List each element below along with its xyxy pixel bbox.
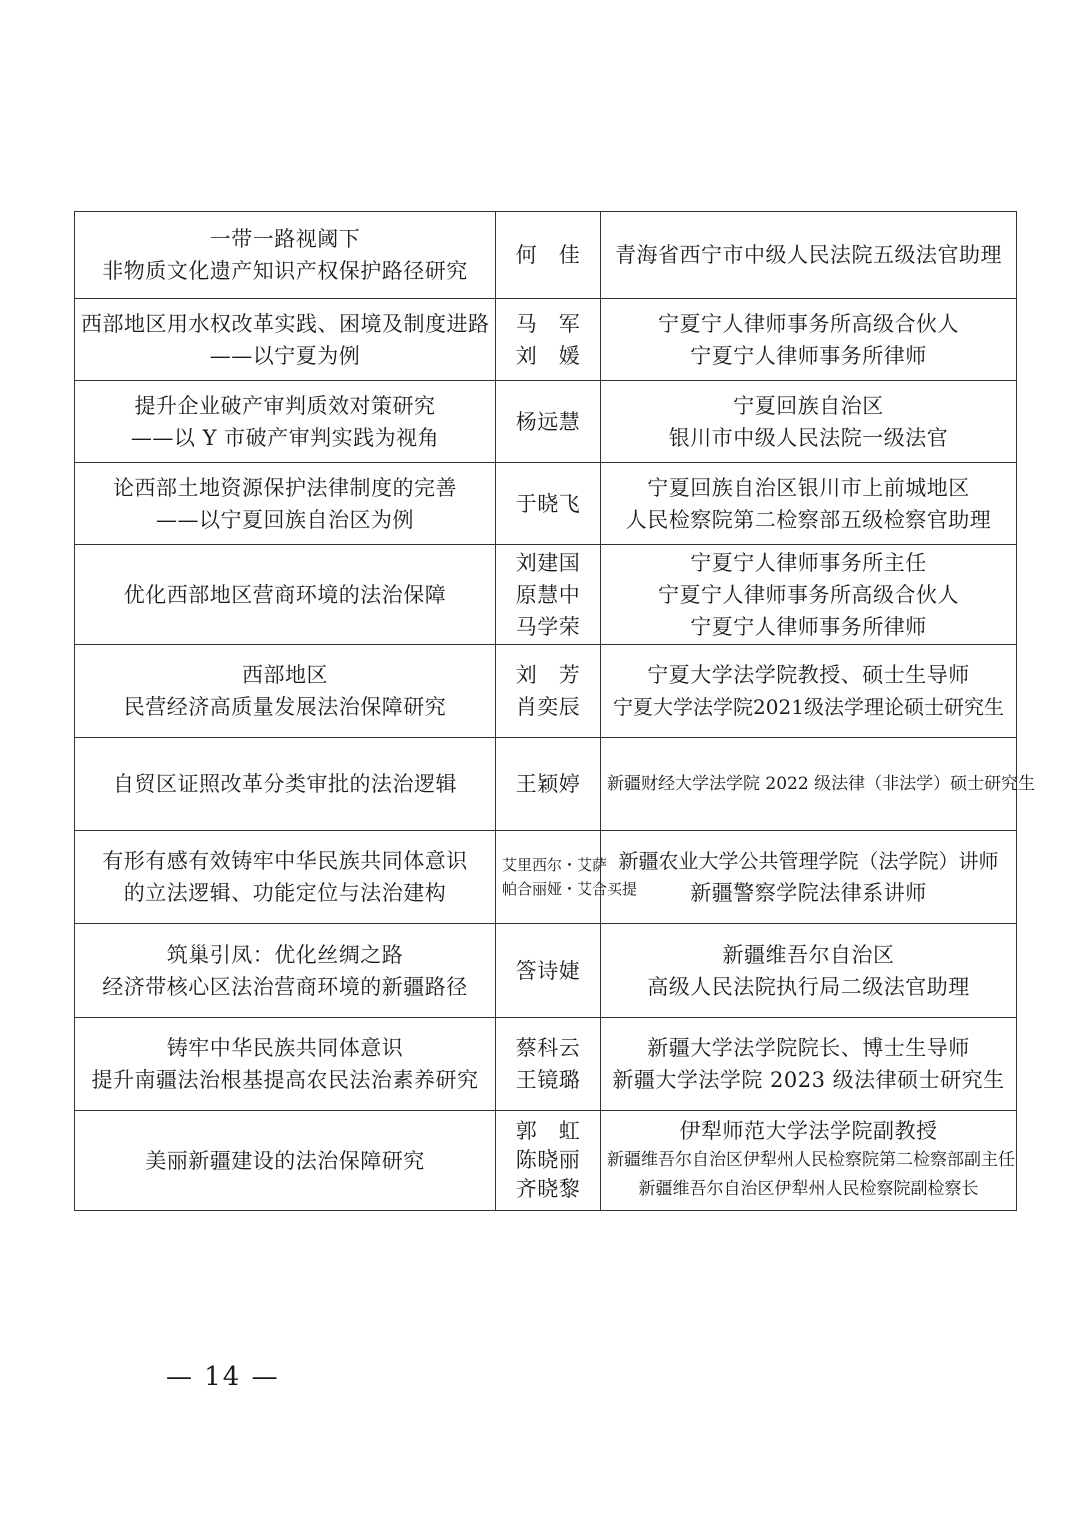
paper-title-cell [75, 212, 496, 299]
paper-title-line: 铸牢中华民族共同体意识 [166, 1036, 404, 1060]
author-name: 马学荣 [515, 614, 581, 639]
paper-title-line: 有形有感有效铸牢中华民族共同体意识 [102, 849, 468, 873]
table-row [75, 1111, 1017, 1211]
author-name: 刘建国 [515, 550, 581, 575]
author-name: 杨远慧 [515, 409, 581, 434]
author-name: 蔡科云 [515, 1036, 581, 1060]
author-cell [496, 299, 601, 381]
affiliation-line: 新疆维吾尔自治区 [722, 942, 895, 967]
paper-title-line: 西部地区 [242, 663, 328, 687]
affiliation-line: 新疆大学法学院院长、博士生导师 [647, 1036, 970, 1060]
affiliation-line: 新疆维吾尔自治区伊犁州人民检察院副检察长 [638, 1179, 979, 1199]
author-name: 齐晓黎 [515, 1177, 581, 1201]
affiliation-line: 银川市中级人民法院一级法官 [668, 425, 949, 450]
author-cell [496, 1018, 601, 1111]
author-name: 原慧中 [515, 582, 581, 607]
affiliation-cell [601, 831, 1017, 924]
author-name: 王镜璐 [515, 1068, 581, 1092]
paper-title-cell [75, 463, 496, 545]
affiliation-cell [601, 545, 1017, 645]
paper-title-cell [75, 1018, 496, 1111]
paper-title-line: ——以宁夏回族自治区为例 [156, 507, 414, 532]
table-row [75, 545, 1017, 645]
affiliation-line: 宁夏大学法学院2021级法学理论硕士研究生 [613, 695, 1004, 719]
paper-title-line: 优化西部地区营商环境的法治保障 [123, 582, 447, 607]
affiliation-line: 宁夏宁人律师事务所主任 [690, 550, 927, 575]
affiliation-line: 新疆财经大学法学院 2022 级法律（非法学）硕士研究生 [607, 773, 1036, 794]
affiliation-cell [601, 645, 1017, 738]
paper-title-line: 一带一路视阈下 [209, 227, 361, 251]
author-name: 陈晓丽 [515, 1148, 581, 1172]
affiliation-cell [601, 463, 1017, 545]
paper-title-line: 经济带核心区法治营商环境的新疆路径 [102, 974, 468, 999]
affiliation-line: 宁夏大学法学院教授、硕士生导师 [647, 663, 970, 687]
affiliation-line: 新疆维吾尔自治区伊犁州人民检察院第二检察部副主任 [607, 1150, 1015, 1170]
affiliation-cell [601, 1018, 1017, 1111]
paper-title-line: 提升企业破产审判质效对策研究 [134, 393, 436, 418]
affiliation-line: 新疆农业大学公共管理学院（法学院）讲师 [618, 849, 999, 873]
table-row [75, 924, 1017, 1018]
author-cell [496, 212, 601, 299]
table-row [75, 1018, 1017, 1111]
author-cell [496, 738, 601, 831]
affiliation-line: 宁夏回族自治区 [733, 393, 884, 418]
author-name: 筨诗婕 [515, 958, 581, 983]
table-row [75, 212, 1017, 299]
affiliation-cell [601, 1111, 1017, 1211]
affiliation-line: 伊犁师范大学法学院副教授 [679, 1119, 938, 1143]
author-cell [496, 1111, 601, 1211]
paper-title-line: 民营经济高质量发展法治保障研究 [123, 695, 447, 719]
award-list-table [74, 211, 1036, 1211]
author-cell [496, 463, 601, 545]
paper-title-cell [75, 738, 496, 831]
author-name: 刘 芳 [515, 663, 581, 687]
affiliation-line: 高级人民法院执行局二级法官助理 [647, 974, 970, 999]
page-number: — 14 — [166, 1362, 280, 1392]
affiliation-line: 宁夏宁人律师事务所律师 [690, 343, 927, 368]
author-name: 王颖婷 [515, 772, 581, 796]
paper-title-line: 的立法逻辑、功能定位与法治建构 [123, 881, 447, 905]
affiliation-line: 新疆大学法学院 2023 级法律硕士研究生 [612, 1068, 1005, 1092]
author-cell [496, 924, 601, 1018]
author-name: 何 佳 [515, 243, 581, 267]
affiliation-line: 宁夏宁人律师事务所高级合伙人 [658, 582, 959, 607]
paper-title-cell [75, 1111, 496, 1211]
author-cell [496, 645, 601, 738]
affiliation-cell [601, 924, 1017, 1018]
paper-title-line: 论西部土地资源保护法律制度的完善 [113, 475, 457, 500]
table-row [75, 831, 1017, 924]
author-name: 刘 媛 [515, 343, 581, 368]
author-name: 帕合丽娅・艾合买提 [502, 880, 638, 898]
author-name: 郭 虹 [515, 1119, 581, 1143]
paper-title-line: 非物质文化遗产知识产权保护路径研究 [102, 259, 468, 283]
author-cell [496, 545, 601, 645]
affiliation-line: 新疆警察学院法律系讲师 [690, 881, 927, 905]
paper-title-line: ——以宁夏为例 [209, 343, 361, 368]
affiliation-cell [601, 738, 1036, 831]
paper-title-cell [75, 645, 496, 738]
table-row [75, 463, 1017, 545]
paper-title-line: 西部地区用水权改革实践、困境及制度进路 [81, 311, 490, 336]
affiliation-line: 宁夏宁人律师事务所律师 [690, 614, 927, 639]
paper-title-line: ——以 Y 市破产审判实践为视角 [130, 425, 440, 450]
affiliation-line: 青海省西宁市中级人民法院五级法官助理 [615, 243, 1002, 267]
paper-title-cell [75, 545, 496, 645]
affiliation-cell [601, 381, 1017, 463]
table-row [75, 299, 1017, 381]
paper-title-cell [75, 831, 496, 924]
affiliation-cell [601, 212, 1017, 299]
table-row [75, 645, 1017, 738]
paper-title-cell [75, 924, 496, 1018]
author-name: 艾里西尔・艾萨 [502, 856, 608, 874]
author-name: 马 军 [515, 311, 581, 336]
affiliation-line: 人民检察院第二检察部五级检察官助理 [625, 507, 992, 532]
paper-title-line: 筑巢引凤：优化丝绸之路 [166, 942, 404, 967]
paper-title-line: 美丽新疆建设的法治保障研究 [145, 1148, 425, 1173]
paper-title-cell [75, 299, 496, 381]
affiliation-line: 宁夏宁人律师事务所高级合伙人 [658, 311, 959, 336]
author-cell [496, 381, 601, 463]
paper-title-line: 自贸区证照改革分类审批的法治逻辑 [113, 772, 457, 796]
paper-title-cell [75, 381, 496, 463]
author-name: 于晓飞 [515, 491, 581, 516]
table-row [75, 381, 1017, 463]
author-name: 肖奕辰 [515, 695, 581, 719]
paper-title-line: 提升南疆法治根基提高农民法治素养研究 [91, 1068, 479, 1092]
author-cell [496, 831, 638, 924]
table-row [75, 738, 1017, 831]
affiliation-cell [601, 299, 1017, 381]
affiliation-line: 宁夏回族自治区银川市上前城地区 [647, 475, 970, 500]
